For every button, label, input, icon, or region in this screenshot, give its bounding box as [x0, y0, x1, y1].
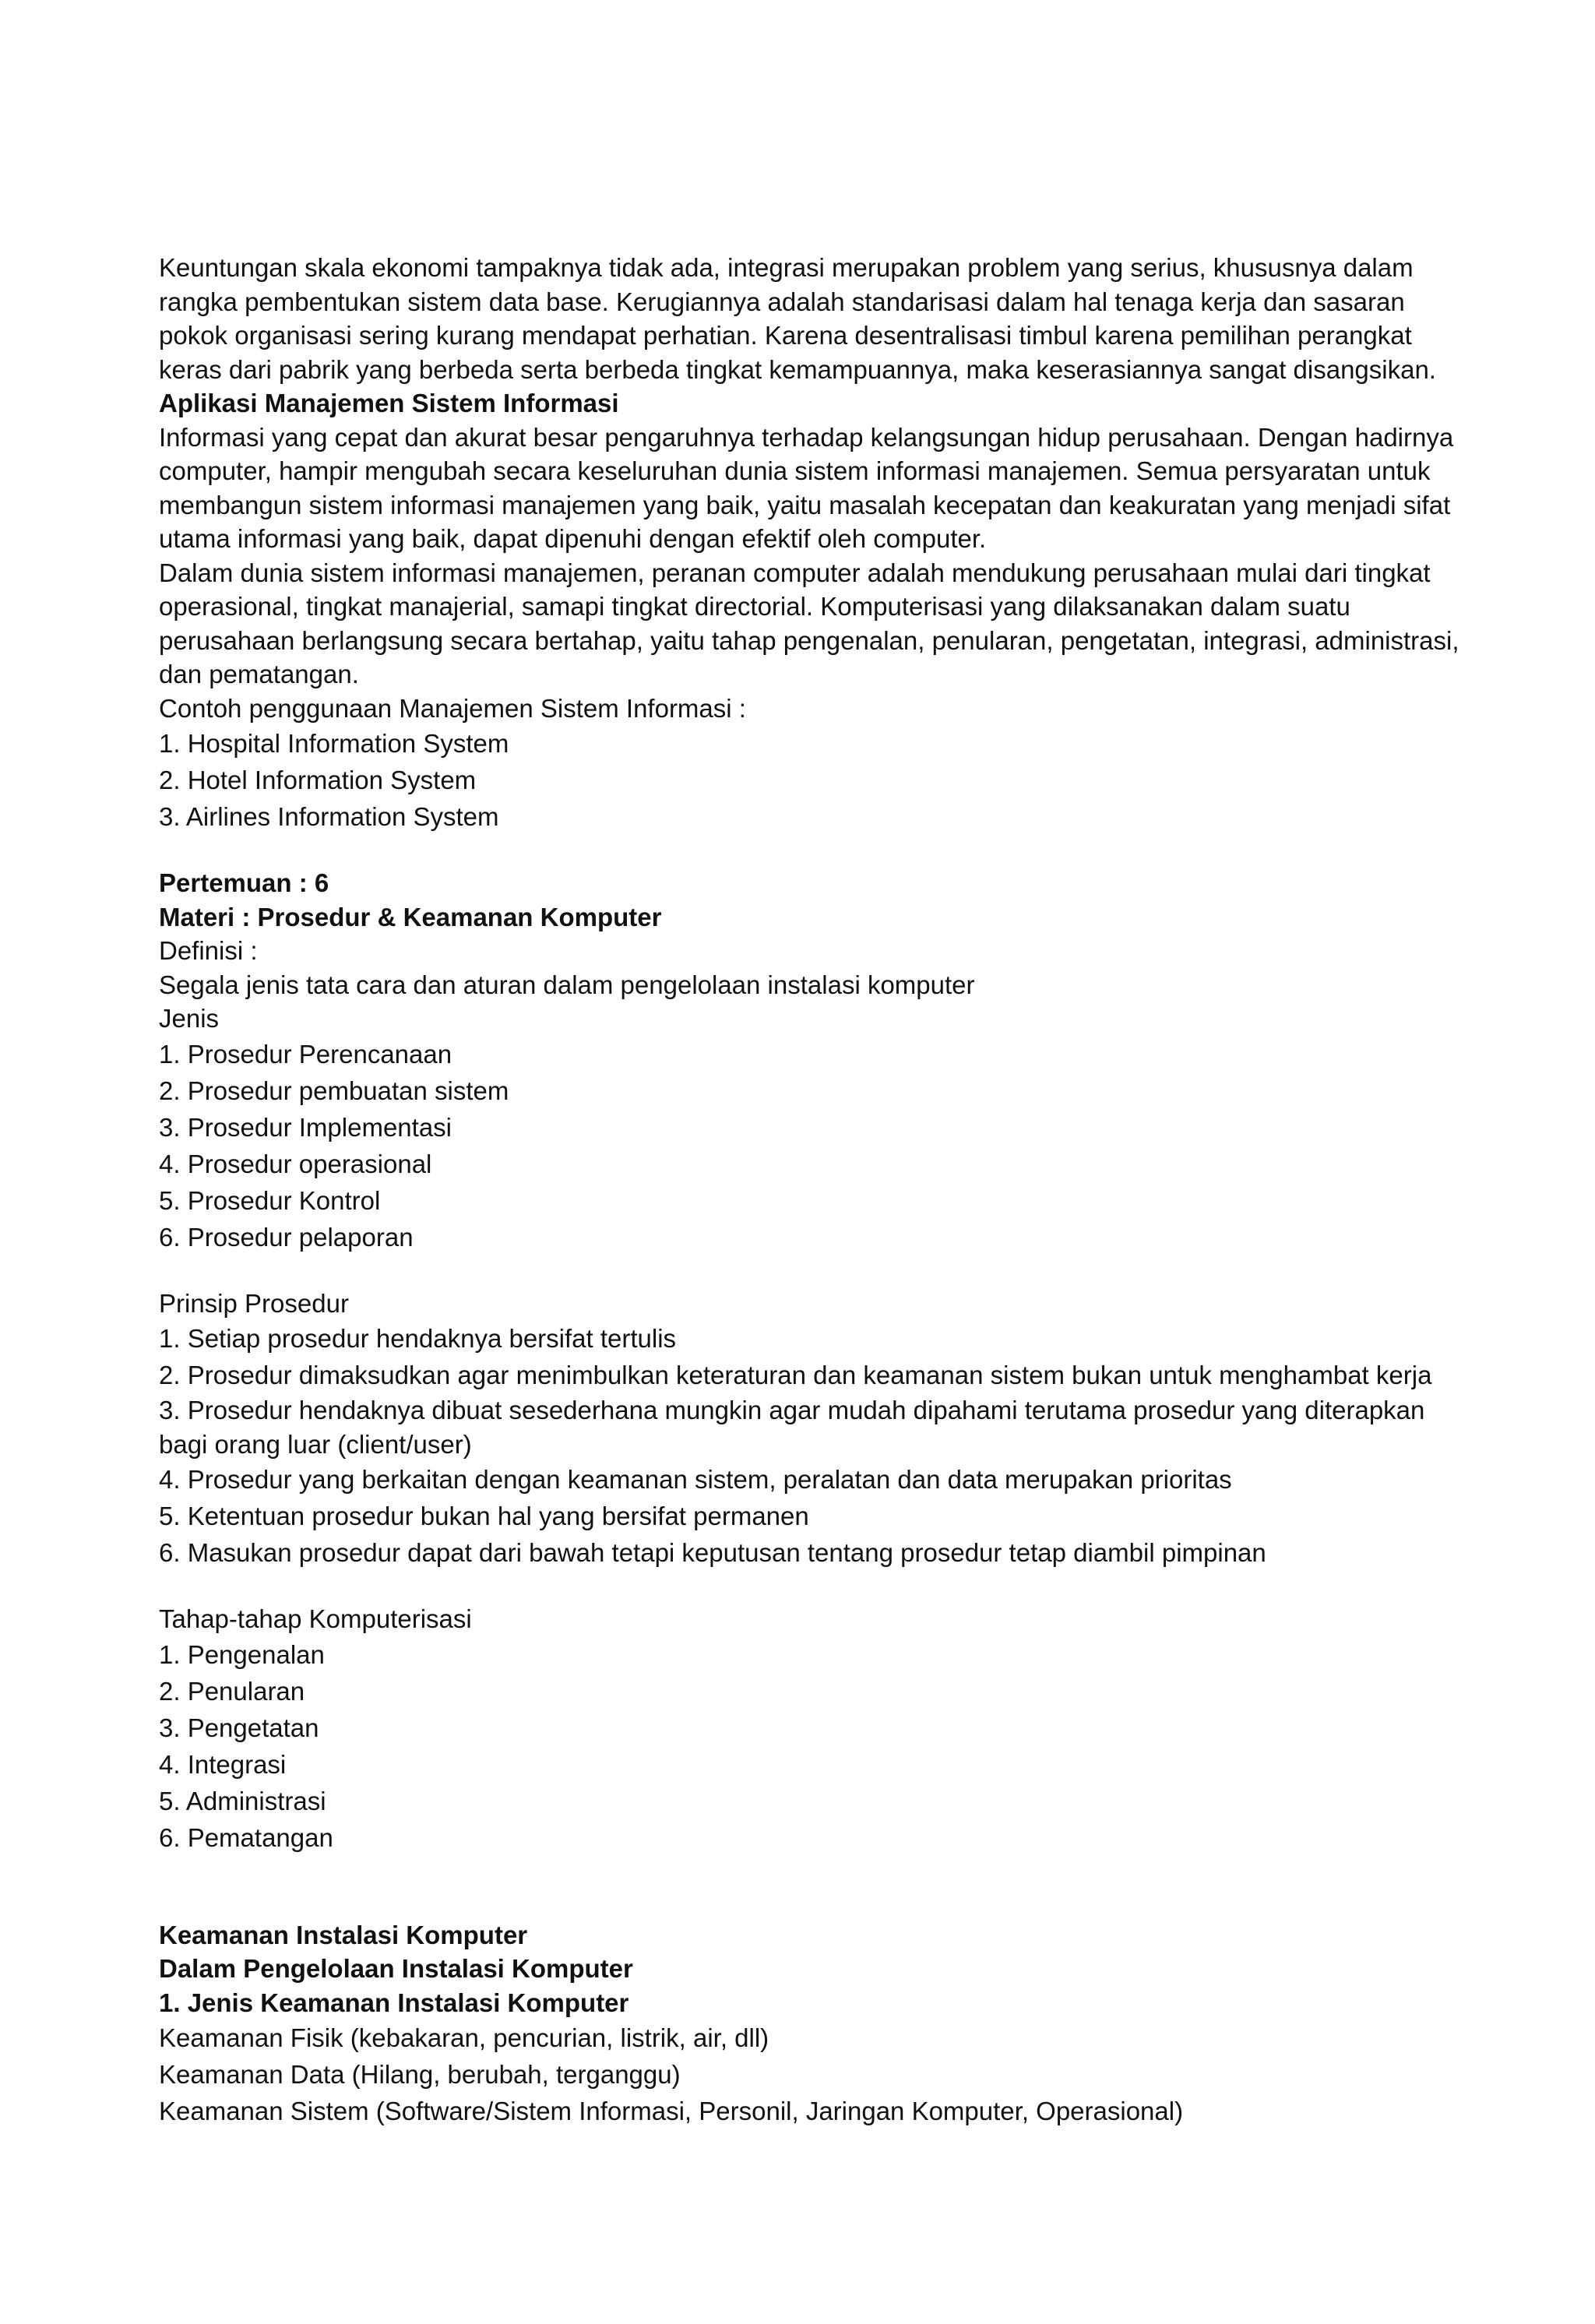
jenis-item: 6. Prosedur pelaporan: [159, 1222, 414, 1252]
keamanan-jenis-heading: 1. Jenis Keamanan Instalasi Komputer: [159, 1988, 629, 2017]
keamanan-item: Keamanan Fisik (kebakaran, pencurian, listrik, air, dll): [159, 2023, 769, 2052]
document-page: [159, 251, 1467, 2129]
spacer: [159, 835, 1467, 866]
prinsip-item: 6. Masukan prosedur dapat dari bawah tetapi keputusan tentang prosedur tetap diambil pimpinan: [159, 1538, 1266, 1567]
keamanan-item: Keamanan Data (Hilang, berubah, terganggu): [159, 2060, 681, 2089]
prinsip-label: Prinsip Prosedur: [159, 1288, 349, 1318]
intro-paragraph: Keuntungan skala ekonomi tampaknya tidak ada, integrasi merupakan problem yang serius, khususnya dalam rangka pembentukan sistem data base. Kerugiannya adalah standarisasi dalam hal tenaga kerja dan sasaran pokok organisasi sering kurang mendapat perhatian. Karena desentralisasi timbul karena pemilihan perangkat keras dari pabrik yang berbeda serta berbeda tingkat kemampuannya, maka keserasiannya sangat disangsikan.: [159, 253, 1436, 384]
tahap-item: 2. Penularan: [159, 1676, 305, 1706]
tahap-item: 5. Administrasi: [159, 1786, 326, 1815]
pertemuan-title: Pertemuan : 6: [159, 868, 329, 897]
aplikasi-paragraph-1: Informasi yang cepat dan akurat besar pengaruhnya terhadap kelangsungan hidup perusahaan. Dengan hadirnya computer, hampir mengubah secara keseluruhan dunia sistem informasi manajemen. Semua persyaratan untuk membangun sistem informasi manajemen yang baik, yaitu masalah kecepatan dan keakuratan yang menjadi sifat utama informasi yang baik, dapat dipenuhi dengan efektif oleh computer.: [159, 422, 1454, 553]
contoh-item: 2. Hotel Information System: [159, 766, 477, 794]
keamanan-subheading: Dalam Pengelolaan Instalasi Komputer: [159, 1954, 633, 1983]
jenis-item: 3. Prosedur Implementasi: [159, 1112, 452, 1142]
spacer: [159, 1571, 1467, 1602]
contoh-label: Contoh penggunaan Manajemen Sistem Informasi :: [159, 693, 746, 723]
tahap-label: Tahap-tahap Komputerisasi: [159, 1604, 472, 1633]
spacer: [159, 1255, 1467, 1287]
prinsip-item: 5. Ketentuan prosedur bukan hal yang bersifat permanen: [159, 1502, 809, 1530]
tahap-item: 3. Pengetatan: [159, 1713, 319, 1742]
definisi-label: Definisi :: [159, 936, 258, 965]
jenis-item: 5. Prosedur Kontrol: [159, 1185, 381, 1215]
keamanan-item: Keamanan Sistem (Software/Sistem Informasi, Personil, Jaringan Komputer, Operasional): [159, 2097, 1184, 2125]
aplikasi-paragraph-2: Dalam dunia sistem informasi manajemen, peranan computer adalah mendukung perusahaan mulai dari tingkat operasional, tingkat manajerial, samapi tingkat directorial. Komputerisasi yang dilaksanakan dalam suatu perusahaan berlangsung secara bertahap, yaitu tahap pengenalan, penularan, pengetatan, integrasi, administrasi, dan pematangan.: [159, 558, 1459, 688]
prinsip-item: 2. Prosedur dimaksudkan agar menimbulkan keteraturan dan keamanan sistem bukan untuk menghambat kerja: [159, 1361, 1432, 1389]
prinsip-item: 3. Prosedur hendaknya dibuat sesederhana mungkin agar mudah dipahami terutama prosedur yang diterapkan bagi orang luar (client/user): [159, 1396, 1425, 1459]
contoh-item: 1. Hospital Information System: [159, 729, 509, 758]
jenis-item: 2. Prosedur pembuatan sistem: [159, 1076, 509, 1105]
jenis-item: 4. Prosedur operasional: [159, 1149, 432, 1178]
materi-title: Materi : Prosedur & Keamanan Komputer: [159, 902, 662, 931]
definisi-text: Segala jenis tata cara dan aturan dalam pengelolaan instalasi komputer: [159, 970, 975, 999]
prinsip-item: 4. Prosedur yang berkaitan dengan keamanan sistem, peralatan dan data merupakan prioritas: [159, 1465, 1232, 1494]
tahap-item: 1. Pengenalan: [159, 1639, 325, 1669]
aplikasi-heading: Aplikasi Manajemen Sistem Informasi: [159, 389, 619, 417]
jenis-item: 1. Prosedur Perencanaan: [159, 1039, 452, 1069]
tahap-item: 4. Integrasi: [159, 1749, 287, 1779]
tahap-item: 6. Pematangan: [159, 1822, 333, 1852]
keamanan-heading: Keamanan Instalasi Komputer: [159, 1920, 528, 1949]
prinsip-item: 1. Setiap prosedur hendaknya bersifat tertulis: [159, 1324, 677, 1353]
contoh-item: 3. Airlines Information System: [159, 802, 499, 831]
jenis-label: Jenis: [159, 1004, 220, 1033]
spacer: [159, 1856, 1467, 1918]
